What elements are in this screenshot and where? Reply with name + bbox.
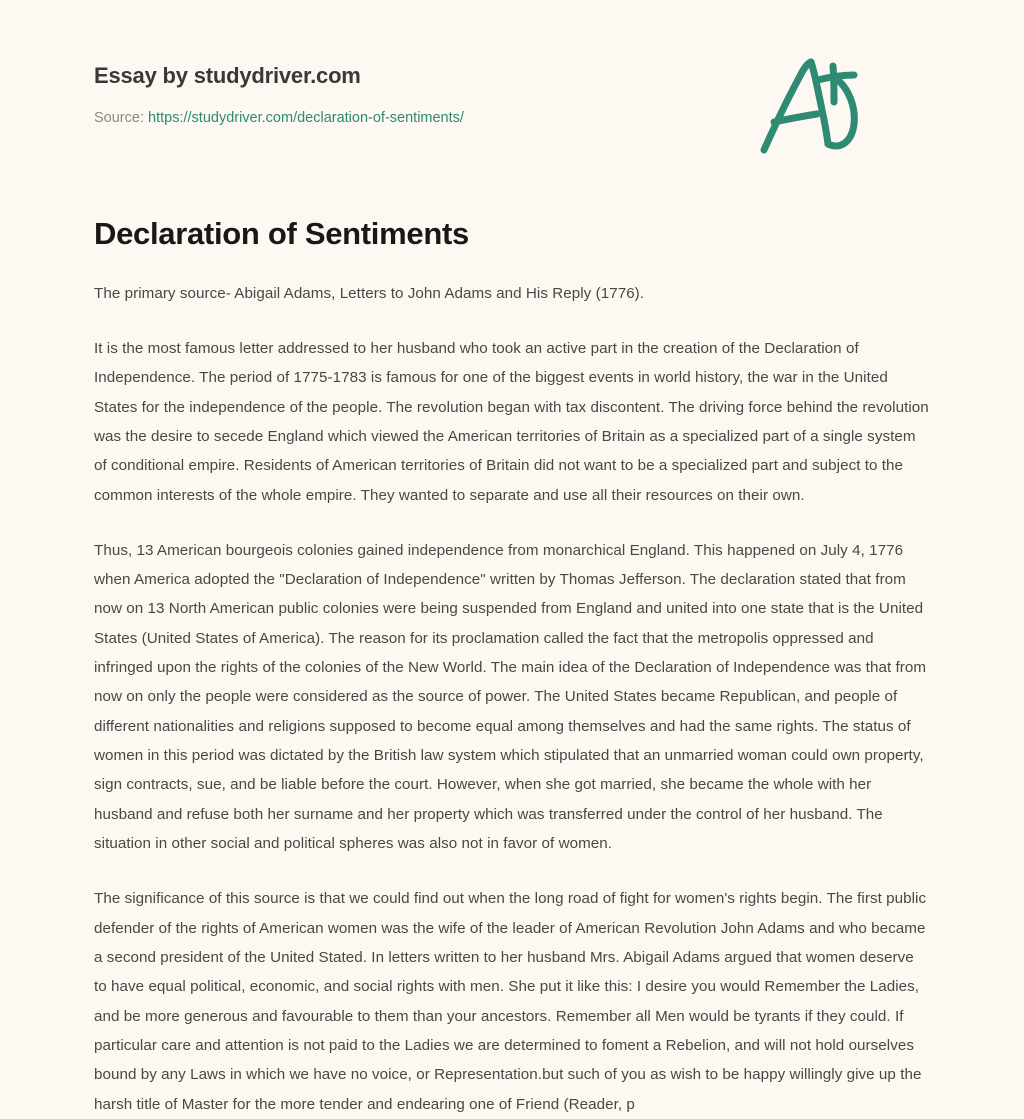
paragraph: The primary source- Abigail Adams, Letters to John Adams and His Reply (1776). — [94, 284, 645, 302]
source-url-link[interactable]: https://studydriver.com/declaration-of-sentiments/ — [148, 109, 464, 126]
paragraph: It is the most famous letter addressed to her husband who took an active part in the creation of the Declaration of Independence. The period of 1775-1783 is famous for one of the biggest events in world history, the war in the United States for the independence of the people. The revolution began with tax discontent. The driving force behind the revolution was the desire to secede England which viewed the American territories of Britain as a specialized part of a single system of conditional empire. Residents of American territories of Britain did not want to be a specialized part and subject to the common interests of the whole empire. They wanted to separate and use all their resources on their own. — [94, 339, 929, 504]
masthead — [94, 0, 930, 127]
brand-line: Essay by studydriver.com — [94, 63, 361, 88]
paragraph: The significance of this source is that we could find out when the long road of fight for women's rights begin. The first public defender of the rights of American women was the wife of the leader of American Revolution John Adams and who became a second president of the United Stated. In letters written to her husband Mrs. Abigail Adams argued that women deserve to have equal political, economic, and social rights with men. She put it like this: I desire you would Remember the Ladies, and be more generous and favourable to them than your ancestors. Remember all Men would be tyrants if they could. If particular care and attention is not paid to the Ladies we are determined to foment a Rebelion, and will not hold ourselves bound by any Laws in which we have no voice, or Representation.but such of you as wish to be happy willingly give up the harsh title of Master for the more tender and endearing one of Friend (Reader, p — [94, 890, 927, 1113]
paragraph: Thus, 13 American bourgeois colonies gained independence from monarchical England. This happened on July 4, 1776 when America adopted the "Declaration of Independence" written by Thomas Jefferson. The declaration stated that from now on 13 North American public colonies were being suspended from England and united into one state that is the United States (United States of America). The reason for its proclamation called the fact that the metropolis oppressed and infringed upon the rights of the colonies of the New World. The main idea of the Declaration of Independence was that from now on only the people were considered as the source of power. The United States became Republican, and people of different nationalities and religions supposed to become equal among themselves and had the same rights. The status of women in this period was dictated by the British law system which stipulated that an unmarried woman could own property, sign contracts, sue, and be liable before the court. However, when she got married, she became the whole with her husband and refuse both her surname and her property which was transferred under the control of her husband. The situation in other social and political spheres was also not in favor of women. — [94, 541, 927, 853]
page-title: Declaration of Sentiments — [94, 216, 469, 252]
source-line — [94, 109, 930, 128]
source-label: Source: — [94, 109, 144, 126]
article-body — [94, 253, 930, 1119]
